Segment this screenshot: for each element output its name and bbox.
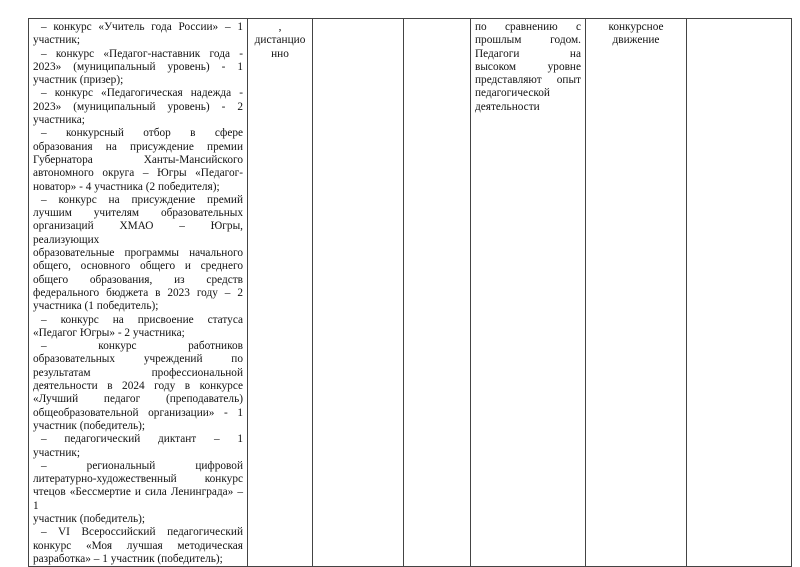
list-item-line: – педагогический диктант – 1	[41, 433, 243, 446]
direction-cell	[586, 19, 687, 567]
list-item-line: «Лучший педагог (преподаватель)	[33, 393, 243, 406]
list-item-line: – конкурс «Педагогическая надежда -	[41, 87, 243, 100]
empty-cell	[404, 19, 471, 567]
list-item-line: – VI Всероссийский педагогический	[41, 526, 243, 539]
results-text-line: Педагоги на	[475, 47, 581, 60]
activities-cell	[29, 19, 248, 567]
list-item-line: участника (1 победитель);	[33, 300, 159, 313]
list-item-line: разработка» – 1 участник (победитель);	[33, 552, 223, 565]
list-item-line: Губернатора Ханты-Мансийского	[33, 153, 243, 166]
format-text-line: ,	[278, 21, 282, 33]
list-item-line: образования на присуждение премии	[33, 140, 243, 153]
list-item-line: автономного округа – Югры «Педагог-	[33, 167, 243, 180]
empty-cell	[687, 19, 792, 567]
list-item-line: общего, основного общего и среднего	[33, 260, 243, 273]
list-item-line: образовательные программы начального	[33, 247, 243, 260]
list-item-line: участника;	[33, 114, 85, 127]
list-item-line: – конкурс на присуждение премий	[41, 193, 243, 206]
list-item-line: – конкурс работников	[41, 340, 243, 353]
list-item-line: 2023» (муниципальный уровень) - 2	[33, 100, 243, 113]
list-item-line: – конкурсный отбор в сфере	[41, 127, 243, 140]
list-item-line: образовательных учреждений по	[33, 353, 243, 366]
list-item-line: организаций ХМАО – Югры, реализующих	[33, 220, 243, 246]
list-item-line: участник;	[33, 34, 81, 47]
list-item-line: участник (победитель);	[33, 512, 146, 525]
list-item-line: участник (победитель);	[33, 419, 146, 432]
list-item-line: участник (призер);	[33, 74, 124, 87]
list-item-line: – конкурс «Учитель года России» – 1	[41, 21, 243, 33]
format-text-line: дистанцио	[254, 34, 306, 47]
list-item-line: «Педагог Югры» - 2 участника;	[33, 326, 185, 339]
list-item-line: общеобразовательной организации» - 1	[33, 406, 243, 419]
results-text-line: представляют опыт	[475, 74, 581, 87]
document-table	[28, 18, 792, 567]
direction-text-line: конкурсное	[608, 21, 664, 33]
list-item-line: – региональный цифровой	[41, 459, 243, 472]
results-text-line: по сравнению с	[475, 21, 581, 33]
results-text-line: педагогической	[475, 87, 550, 100]
list-item-line: чтецов «Бессмертие и сила Ленинграда» – 1	[33, 486, 243, 512]
direction-text-line: движение	[612, 34, 660, 47]
format-text-line: нно	[271, 47, 289, 60]
list-item-line: результатам профессиональной	[33, 366, 243, 379]
list-item-line: 2023» (муниципальный уровень) - 1	[33, 60, 243, 73]
list-item-line: лучшим учителям образовательных	[33, 207, 243, 220]
list-item-line: конкурс «Моя лучшая методическая	[33, 539, 243, 552]
results-cell	[471, 19, 586, 567]
results-text-line: высоком уровне	[475, 60, 581, 73]
list-item-line: литературно-художественный конкурс	[33, 473, 243, 486]
list-item-line: – конкурс на присвоение статуса	[41, 313, 243, 326]
results-text-line: деятельности	[475, 100, 540, 113]
list-item-line: деятельности в 2024 году в конкурсе	[33, 380, 243, 393]
empty-cell	[313, 19, 404, 567]
list-item-line: общего образования, из средств	[33, 273, 243, 286]
list-item-line: федерального бюджета в 2023 году – 2	[33, 286, 243, 299]
results-text-line: прошлым годом.	[475, 34, 581, 47]
list-item-line: новатор» - 4 участника (2 победителя);	[33, 180, 220, 193]
format-cell	[248, 19, 313, 567]
list-item-line: участник;	[33, 446, 81, 459]
table-row	[29, 19, 792, 567]
list-item-line: – конкурс «Педагог-наставник года -	[41, 47, 243, 60]
